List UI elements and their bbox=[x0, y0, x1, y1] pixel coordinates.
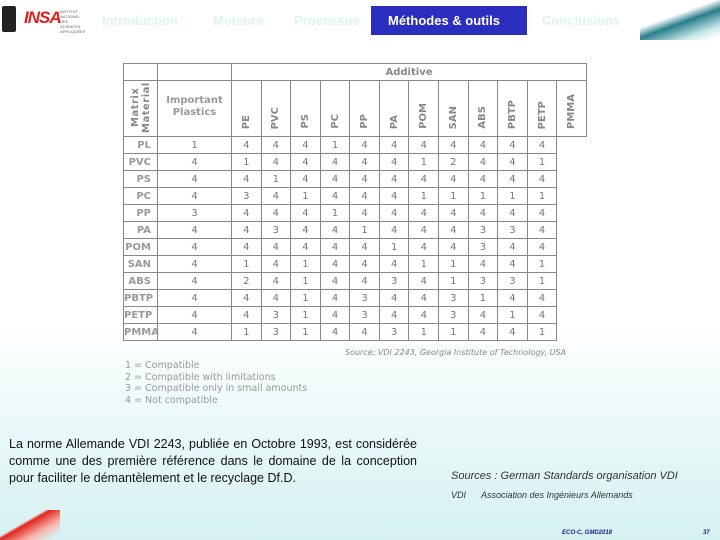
column-header-label: PBTP bbox=[506, 99, 518, 129]
compatibility-cell: 4 bbox=[350, 205, 380, 222]
compatibility-cell: 4 bbox=[232, 222, 262, 239]
compatibility-cell: 4 bbox=[232, 239, 262, 256]
compatibility-cell: 1 bbox=[291, 307, 321, 324]
column-header-label: PP bbox=[359, 114, 371, 129]
row-header: PC bbox=[124, 188, 158, 205]
compatibility-cell: 4 bbox=[320, 256, 350, 273]
table-source: Source: VDI 2243, Georgia Institute of Technology, USA bbox=[345, 348, 566, 357]
compatibility-cell: 4 bbox=[232, 290, 262, 307]
table-row bbox=[124, 137, 587, 154]
compatibility-cell: 1 bbox=[498, 188, 528, 205]
legend-item: 2 = Compatible with limitations bbox=[125, 371, 276, 383]
compatibility-cell: 4 bbox=[158, 154, 232, 171]
compatibility-cell: 4 bbox=[439, 205, 469, 222]
compatibility-cell: 1 bbox=[291, 273, 321, 290]
compatibility-cell: 4 bbox=[261, 290, 291, 307]
nav-processus[interactable]: Processus bbox=[294, 13, 360, 28]
row-header: PVC bbox=[124, 154, 158, 171]
table-row bbox=[124, 256, 587, 273]
compatibility-cell: 4 bbox=[439, 239, 469, 256]
compatibility-cell: 1 bbox=[291, 290, 321, 307]
compatibility-cell: 1 bbox=[291, 188, 321, 205]
compatibility-cell: 4 bbox=[468, 154, 498, 171]
compatibility-cell: 4 bbox=[232, 307, 262, 324]
university-crest-logo bbox=[2, 6, 16, 32]
row-header: PA bbox=[124, 222, 158, 239]
nav-methodes-outils[interactable]: Méthodes & outils bbox=[371, 6, 527, 35]
additive-header: Additive bbox=[232, 64, 587, 81]
compatibility-cell: 4 bbox=[320, 222, 350, 239]
compatibility-cell: 3 bbox=[261, 324, 291, 341]
compatibility-cell: 2 bbox=[232, 273, 262, 290]
column-header bbox=[350, 81, 380, 137]
compatibility-cell: 4 bbox=[527, 239, 557, 256]
compatibility-cell: 1 bbox=[468, 290, 498, 307]
compatibility-cell: 4 bbox=[261, 137, 291, 154]
compatibility-cell: 4 bbox=[379, 222, 409, 239]
insa-logo-subtext: INSTITUT NATIONAL DES SCIENCES APPLIQUÉES bbox=[60, 9, 86, 34]
row-header: PS bbox=[124, 171, 158, 188]
compatibility-cell: 4 bbox=[232, 171, 262, 188]
compatibility-cell: 4 bbox=[350, 256, 380, 273]
footer-label: ECO-C, GMD2018 bbox=[562, 530, 613, 536]
column-header-label: POM bbox=[418, 103, 430, 129]
compatibility-cell: 1 bbox=[439, 273, 469, 290]
compatibility-cell: 1 bbox=[232, 154, 262, 171]
compatibility-cell: 1 bbox=[379, 239, 409, 256]
compatibility-cell: 1 bbox=[527, 273, 557, 290]
column-header bbox=[498, 81, 528, 137]
empty-cell bbox=[158, 64, 232, 81]
compatibility-cell: 3 bbox=[468, 239, 498, 256]
compatibility-cell: 4 bbox=[261, 239, 291, 256]
column-header bbox=[409, 81, 439, 137]
compatibility-cell: 1 bbox=[439, 324, 469, 341]
compatibility-cell: 4 bbox=[468, 256, 498, 273]
compatibility-cell: 1 bbox=[498, 307, 528, 324]
compatibility-cell: 1 bbox=[158, 137, 232, 154]
compatibility-cell: 4 bbox=[468, 307, 498, 324]
compatibility-cell: 4 bbox=[498, 324, 528, 341]
compatibility-cell: 4 bbox=[291, 222, 321, 239]
compatibility-cell: 4 bbox=[232, 205, 262, 222]
compatibility-cell: 4 bbox=[409, 171, 439, 188]
compatibility-cell: 4 bbox=[291, 137, 321, 154]
legend-item: 3 = Compatible only in small amounts bbox=[125, 383, 308, 394]
compatibility-cell: 4 bbox=[468, 137, 498, 154]
nav-conclusions[interactable]: Conclusions bbox=[542, 13, 621, 28]
compatibility-cell: 4 bbox=[498, 256, 528, 273]
compatibility-cell: 4 bbox=[261, 154, 291, 171]
legend bbox=[125, 360, 307, 406]
compatibility-cell: 3 bbox=[232, 188, 262, 205]
compatibility-cell: 4 bbox=[498, 154, 528, 171]
table-row bbox=[124, 171, 587, 188]
compatibility-cell: 3 bbox=[261, 222, 291, 239]
compatibility-cell: 4 bbox=[350, 154, 380, 171]
nav-introduction[interactable]: Introduction bbox=[102, 13, 178, 28]
compatibility-cell: 1 bbox=[439, 188, 469, 205]
compatibility-cell: 3 bbox=[468, 273, 498, 290]
empty-cell bbox=[124, 64, 158, 81]
compatibility-cell: 4 bbox=[409, 205, 439, 222]
compatibility-cell: 4 bbox=[158, 222, 232, 239]
table-row bbox=[124, 188, 587, 205]
compatibility-cell: 4 bbox=[158, 290, 232, 307]
compatibility-cell: 4 bbox=[158, 256, 232, 273]
column-header-label: PA bbox=[388, 114, 400, 129]
compatibility-cell: 3 bbox=[261, 307, 291, 324]
decorative-red-corner bbox=[0, 510, 60, 540]
row-header: SAN bbox=[124, 256, 158, 273]
compatibility-cell: 3 bbox=[439, 307, 469, 324]
column-header bbox=[320, 81, 350, 137]
compatibility-cell: 4 bbox=[320, 171, 350, 188]
row-header: ABS bbox=[124, 273, 158, 290]
column-header-label: PC bbox=[329, 114, 341, 129]
column-header-label: PS bbox=[299, 114, 311, 129]
column-header-label: SAN bbox=[447, 105, 459, 129]
top-navigation bbox=[0, 0, 720, 40]
important-plastics-label: Important Plastics bbox=[158, 81, 232, 137]
table-row bbox=[124, 273, 587, 290]
compatibility-cell: 2 bbox=[439, 154, 469, 171]
compatibility-cell: 4 bbox=[350, 273, 380, 290]
compatibility-cell: 1 bbox=[527, 256, 557, 273]
compatibility-cell: 4 bbox=[527, 290, 557, 307]
table-row bbox=[124, 324, 587, 341]
compatibility-cell: 1 bbox=[320, 137, 350, 154]
column-header bbox=[291, 81, 321, 137]
compatibility-cell: 1 bbox=[320, 205, 350, 222]
column-header-label: PETP bbox=[536, 100, 548, 129]
column-header bbox=[439, 81, 469, 137]
compatibility-cell: 4 bbox=[409, 239, 439, 256]
insa-logo: INSA bbox=[24, 8, 61, 27]
compatibility-cell: 4 bbox=[527, 307, 557, 324]
compatibility-cell: 4 bbox=[320, 239, 350, 256]
compatibility-cell: 3 bbox=[379, 324, 409, 341]
legend-item: 1 = Compatible bbox=[125, 360, 200, 371]
compatibility-cell: 4 bbox=[158, 188, 232, 205]
column-header-label: PMMA bbox=[566, 94, 578, 129]
compatibility-cell: 4 bbox=[291, 239, 321, 256]
compatibility-cell: 4 bbox=[291, 205, 321, 222]
compatibility-cell: 4 bbox=[498, 290, 528, 307]
compatibility-cell: 4 bbox=[261, 205, 291, 222]
compatibility-cell: 1 bbox=[527, 324, 557, 341]
compatibility-cell: 4 bbox=[379, 307, 409, 324]
compatibility-cell: 4 bbox=[350, 171, 380, 188]
compatibility-cell: 4 bbox=[320, 154, 350, 171]
compatibility-cell: 4 bbox=[158, 171, 232, 188]
compatibility-cell: 4 bbox=[527, 222, 557, 239]
compatibility-cell: 1 bbox=[232, 256, 262, 273]
compatibility-cell: 1 bbox=[232, 324, 262, 341]
compatibility-cell: 1 bbox=[527, 188, 557, 205]
table-row bbox=[124, 222, 587, 239]
compatibility-cell: 4 bbox=[158, 324, 232, 341]
compatibility-cell: 4 bbox=[158, 307, 232, 324]
compatibility-cell: 4 bbox=[379, 171, 409, 188]
row-header: PMMA bbox=[124, 324, 158, 341]
compatibility-cell: 4 bbox=[232, 137, 262, 154]
compatibility-cell: 4 bbox=[320, 307, 350, 324]
compatibility-cell: 3 bbox=[158, 205, 232, 222]
compatibility-cell: 4 bbox=[527, 137, 557, 154]
page-number: 37 bbox=[703, 530, 710, 536]
compatibility-cell: 1 bbox=[527, 154, 557, 171]
compatibility-cell: 3 bbox=[350, 307, 380, 324]
compatibility-cell: 1 bbox=[409, 188, 439, 205]
compatibility-cell: 1 bbox=[468, 188, 498, 205]
compatibility-cell: 4 bbox=[468, 205, 498, 222]
compatibility-cell: 4 bbox=[439, 222, 469, 239]
row-header: PETP bbox=[124, 307, 158, 324]
compatibility-cell: 4 bbox=[409, 307, 439, 324]
compatibility-cell: 4 bbox=[409, 273, 439, 290]
row-header: PBTP bbox=[124, 290, 158, 307]
vdi-abbrev: VDI bbox=[451, 490, 467, 500]
compatibility-cell: 4 bbox=[320, 273, 350, 290]
compatibility-cell: 4 bbox=[498, 205, 528, 222]
compatibility-cell: 3 bbox=[498, 222, 528, 239]
table-row bbox=[124, 205, 587, 222]
compatibility-cell: 4 bbox=[320, 290, 350, 307]
compatibility-cell: 4 bbox=[158, 239, 232, 256]
column-header-label: PE bbox=[240, 114, 252, 129]
column-header-label: ABS bbox=[477, 106, 489, 129]
compatibility-cell: 3 bbox=[498, 273, 528, 290]
compatibility-cell: 1 bbox=[261, 171, 291, 188]
compatibility-cell: 3 bbox=[350, 290, 380, 307]
column-header bbox=[379, 81, 409, 137]
column-header bbox=[261, 81, 291, 137]
legend-item: 4 = Not compatible bbox=[125, 394, 218, 406]
compatibility-cell: 4 bbox=[291, 171, 321, 188]
column-header bbox=[232, 81, 262, 137]
table-row bbox=[124, 239, 587, 256]
compatibility-cell: 4 bbox=[261, 273, 291, 290]
compatibility-cell: 4 bbox=[527, 205, 557, 222]
compatibility-cell: 4 bbox=[409, 222, 439, 239]
compatibility-cell: 4 bbox=[468, 171, 498, 188]
compatibility-cell: 4 bbox=[379, 256, 409, 273]
compatibility-cell: 4 bbox=[498, 239, 528, 256]
compatibility-cell: 4 bbox=[379, 188, 409, 205]
table-row bbox=[124, 154, 587, 171]
column-header bbox=[527, 81, 557, 137]
compatibility-cell: 4 bbox=[261, 256, 291, 273]
sources-line: Sources : German Standards organisation VDI bbox=[451, 470, 678, 482]
description-paragraph: La norme Allemande VDI 2243, publiée en Octobre 1993, est considérée comme une des première référence dans le domaine de la conception pour faciliter le démantèlement et le recyclage Df.D. bbox=[9, 437, 417, 485]
compatibility-cell: 4 bbox=[498, 171, 528, 188]
nav-moteurs[interactable]: Moteurs bbox=[213, 13, 264, 28]
compatibility-cell: 4 bbox=[468, 324, 498, 341]
compatibility-cell: 4 bbox=[350, 324, 380, 341]
compatibility-cell: 1 bbox=[291, 324, 321, 341]
compatibility-cell: 1 bbox=[350, 222, 380, 239]
decorative-corner bbox=[640, 0, 720, 40]
compatibility-cell: 1 bbox=[291, 256, 321, 273]
compatibility-cell: 3 bbox=[468, 222, 498, 239]
compatibility-cell: 1 bbox=[409, 324, 439, 341]
compatibility-cell: 4 bbox=[350, 239, 380, 256]
compatibility-cell: 4 bbox=[527, 171, 557, 188]
compatibility-cell: 4 bbox=[409, 137, 439, 154]
table-row bbox=[124, 290, 587, 307]
compatibility-cell: 4 bbox=[291, 154, 321, 171]
compatibility-cell: 4 bbox=[379, 205, 409, 222]
compatibility-cell: 4 bbox=[158, 273, 232, 290]
compatibility-cell: 4 bbox=[261, 188, 291, 205]
column-header bbox=[468, 81, 498, 137]
compatibility-cell: 4 bbox=[498, 137, 528, 154]
compatibility-cell: 3 bbox=[379, 273, 409, 290]
vdi-description: Association des Ingénieurs Allemands bbox=[481, 490, 633, 500]
compatibility-cell: 4 bbox=[320, 188, 350, 205]
row-header: PP bbox=[124, 205, 158, 222]
compatibility-cell: 4 bbox=[350, 188, 380, 205]
compatibility-cell: 4 bbox=[350, 137, 380, 154]
matrix-material-cell bbox=[124, 81, 158, 137]
compatibility-cell: 4 bbox=[379, 154, 409, 171]
compatibility-cell: 4 bbox=[379, 137, 409, 154]
compatibility-cell: 4 bbox=[409, 290, 439, 307]
row-header: PL bbox=[124, 137, 158, 154]
table-row bbox=[124, 307, 587, 324]
compatibility-cell: 4 bbox=[439, 171, 469, 188]
compatibility-cell: 1 bbox=[439, 256, 469, 273]
compatibility-cell: 1 bbox=[409, 256, 439, 273]
column-header bbox=[557, 81, 587, 137]
compatibility-cell: 4 bbox=[320, 324, 350, 341]
compatibility-table bbox=[123, 63, 587, 341]
matrix-material-label: Matrix Material bbox=[129, 81, 152, 133]
compatibility-cell: 1 bbox=[409, 154, 439, 171]
compatibility-cell: 4 bbox=[379, 290, 409, 307]
row-header: POM bbox=[124, 239, 158, 256]
compatibility-cell: 3 bbox=[439, 290, 469, 307]
compatibility-cell: 4 bbox=[439, 137, 469, 154]
column-header-label: PVC bbox=[270, 106, 282, 129]
